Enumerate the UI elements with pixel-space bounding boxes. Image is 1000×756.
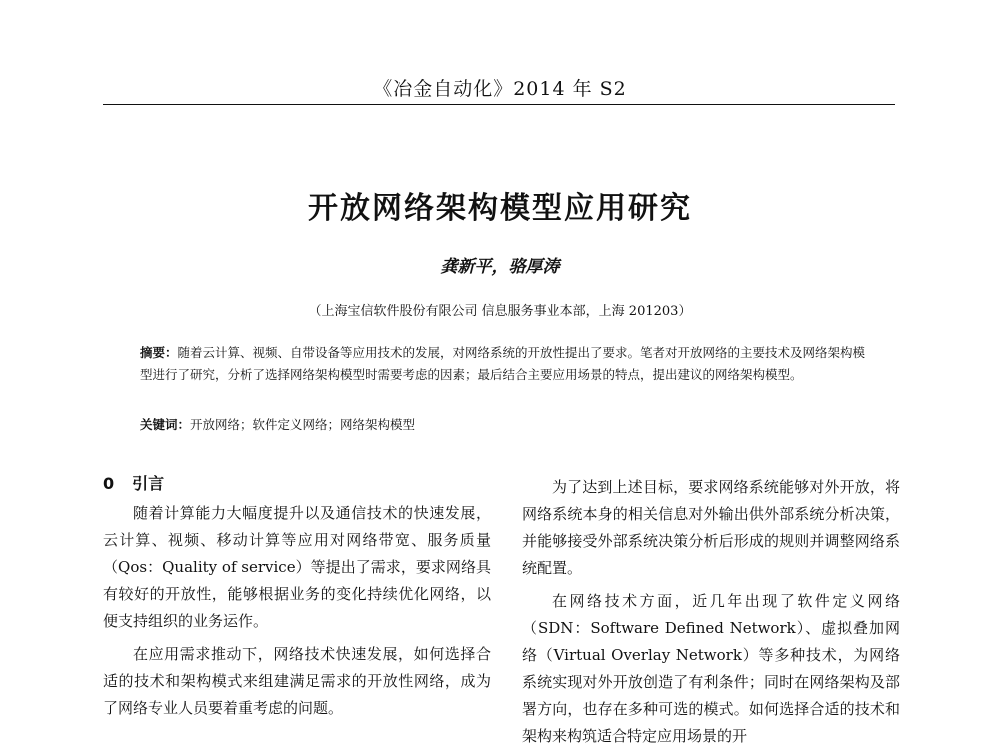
right-paragraph-2: 在网络技术方面，近几年出现了软件定义网络（SDN：Software Defined Network）、虚拟叠加网络（Virtual Overlay Network）等多种技术，为网络系统实现对外开放创造了有利条件；同时在网络架构及部署方向，也存在多种可选的模式。如何选择合适的技术和架构来构筑适合特定应用场景的开: [522, 592, 900, 745]
right-column: [522, 474, 900, 756]
left-paragraph-2: 在应用需求推动下，网络技术快速发展，如何选择合适的技术和架构模式来组建满足需求的开放性网络，成为了网络专业人员要着重考虑的问题。: [103, 645, 491, 717]
affiliation: （上海宝信软件股份有限公司 信息服务事业本部，上海 201203）: [308, 304, 692, 319]
keywords: [140, 414, 872, 436]
abstract-text: 随着云计算、视频、自带设备等应用技术的发展，对网络系统的开放性提出了要求。笔者对开放网络的主要技术及网络架构模型进行了研究，分析了选择网络架构模型时需要考虑的因素；最后结合主要应用场景的特点，提出建议的网络架构模型。: [140, 345, 866, 382]
authors: 龚新平，骆厚涛: [440, 257, 560, 277]
left-paragraph-1: 随着计算能力大幅度提升以及通信技术的快速发展，云计算、视频、移动计算等应用对网络带宽、服务质量（Qos：Quality of service）等提出了需求，要求网络具有较好的开放性，能够根据业务的变化持续优化网络，以便支持组织的业务运作。: [103, 504, 491, 630]
left-column: [103, 470, 491, 728]
right-paragraph-1: 为了达到上述目标，要求网络系统能够对外开放，将网络系统本身的相关信息对外输出供外部系统分析决策，并能够接受外部系统决策分析后形成的规则并调整网络系统配置。: [522, 478, 900, 577]
abstract: [140, 342, 872, 386]
abstract-label: 摘要：: [140, 345, 178, 360]
section-heading: [103, 470, 491, 498]
paper-title: 开放网络架构模型应用研究: [308, 191, 692, 226]
section-title: 引言: [132, 474, 165, 493]
journal-header: 《冶金自动化》2014 年 S2: [373, 78, 627, 100]
keywords-label: 关键词：: [140, 417, 191, 432]
section-number: 0: [103, 474, 115, 493]
keywords-text: 开放网络；软件定义网络；网络架构模型: [190, 417, 416, 432]
header-rule: [103, 104, 895, 105]
